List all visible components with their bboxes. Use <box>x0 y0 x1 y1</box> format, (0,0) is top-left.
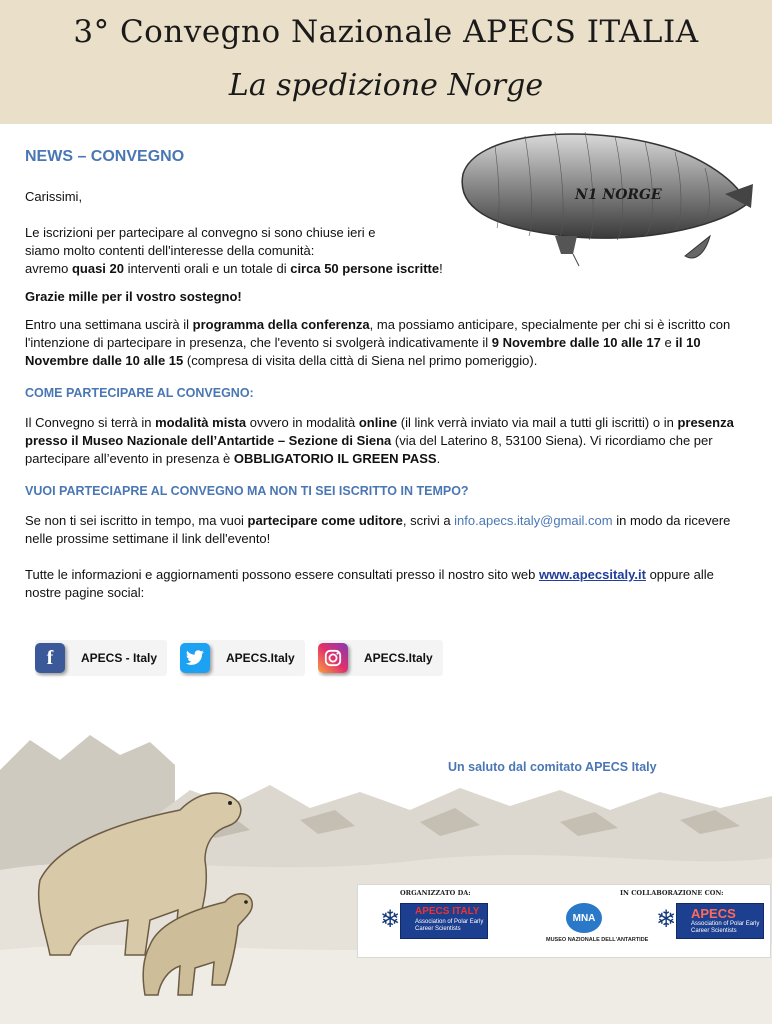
apecs-logo-subtext: Association of Polar Early Career Scientists <box>691 921 760 934</box>
date-day-1: 9 Novembre dalle 10 alle 17 <box>491 335 661 350</box>
mna-name: MUSEO NAZIONALE DELL'ANTARTIDE <box>546 937 649 943</box>
text-span: . <box>436 451 441 466</box>
contact-email-link[interactable]: info.apecs.italy@gmail.com <box>454 513 613 528</box>
how-to-participate-heading: COME PARTECIPARE AL CONVEGNO: <box>25 386 254 400</box>
text-span: interventi orali e un totale di <box>124 261 291 276</box>
apecs-italy-logo-text: APECS ITALY <box>415 906 480 917</box>
text-span: ! <box>439 261 443 276</box>
registration-line-2: siamo molto contenti dell'interesse della comunità: <box>25 243 315 258</box>
participation-paragraph <box>25 414 745 468</box>
website-link[interactable]: www.apecsitaly.it <box>539 567 646 582</box>
text-span: (compresa di visita della città di Siena nel primo pomeriggio). <box>183 353 538 368</box>
airship-lettering: N1 NORGE <box>575 187 662 203</box>
text-span: , scrivi a <box>402 513 455 528</box>
twitter-icon <box>180 643 210 673</box>
text-span: ovvero in modalità <box>246 415 359 430</box>
text-span: (via del Laterino 8, 53100 Siena). Vi ricordiamo che per partecipare all’evento in presenza è <box>25 433 713 466</box>
talks-count: quasi 20 <box>71 261 124 276</box>
apecs-italy-logo-subtext: Association of Polar Early Career Scientists <box>415 919 484 932</box>
text-span: Tutte le informazioni e aggiornamenti possono essere consultati presso il nostro sito web <box>25 567 540 582</box>
green-pass-highlight: OBBLIGATORIO IL GREEN PASS <box>233 451 437 466</box>
text-span: e <box>660 335 676 350</box>
instagram-icon <box>318 643 348 673</box>
text-span: Il Convegno si terrà in <box>25 415 156 430</box>
registration-paragraph <box>25 224 745 278</box>
text-span: (il link verrà inviato via mail a tutti gli iscritti) o in <box>397 415 678 430</box>
mode-highlight: modalità mista <box>155 415 247 430</box>
text-span: in modo da ricevere nelle prossime settimane il link dell'evento! <box>25 513 731 546</box>
instagram-badge[interactable] <box>318 640 443 676</box>
apecs-logo <box>676 903 764 939</box>
venue-highlight: presenza presso il Museo Nazionale dell’Antartide – Sezione di Siena <box>25 415 734 448</box>
snowflake-icon: ❄ <box>380 906 401 933</box>
page-subtitle: La spedizione Norge <box>228 68 544 103</box>
main-content <box>25 148 745 612</box>
text-span: avremo <box>25 261 72 276</box>
twitter-label: APECS.Italy <box>226 651 295 665</box>
text-span: Se non ti sei iscritto in tempo, ma vuoi <box>25 513 248 528</box>
facebook-label: APECS - Italy <box>81 651 158 665</box>
page-title: 3° Convegno Nazionale APECS ITALIA <box>73 14 699 50</box>
registration-line-1: Le iscrizioni per partecipare al convegno si sono chiuse ieri e <box>25 225 376 240</box>
facebook-icon: f <box>35 643 65 673</box>
attendees-count: circa 50 persone iscritte <box>290 261 440 276</box>
date-day-2: il 10 Novembre dalle 10 alle 15 <box>25 335 701 368</box>
apecs-italy-logo <box>400 903 488 939</box>
sponsors-box <box>357 884 771 958</box>
auditor-paragraph <box>25 512 745 548</box>
collaboration-label: IN COLLABORAZIONE CON: <box>620 889 724 897</box>
twitter-badge[interactable] <box>180 640 305 676</box>
instagram-label: APECS.Italy <box>364 651 433 665</box>
snowflake-icon: ❄ <box>656 906 677 933</box>
thanks-text: Grazie mille per il vostro sostegno! <box>25 289 242 304</box>
greeting: Carissimi, <box>25 189 83 204</box>
apecs-logo-text: APECS <box>691 906 736 921</box>
program-paragraph <box>25 316 745 370</box>
mna-logo <box>566 903 602 933</box>
thanks-line <box>25 288 745 306</box>
text-span: , ma possiamo anticipare, specialmente per chi si è iscritto con l'intenzione di partecipare in presenza, che l'evento si svolgerà indicativamente il <box>25 317 731 350</box>
auditor-highlight: partecipare come uditore <box>247 513 403 528</box>
info-paragraph <box>25 566 745 602</box>
closing-greeting: Un saluto dal comitato APECS Italy <box>448 760 657 774</box>
text-span: Entro una settimana uscirà il <box>25 317 193 332</box>
mna-logo-text: MNA <box>572 912 596 924</box>
late-registration-heading: VUOI PARTECIAPRE AL CONVEGNO MA NON TI SEI ISCRITTO IN TEMPO? <box>25 484 469 498</box>
polar-bear-illustration <box>0 730 772 1024</box>
header-banner <box>0 0 772 124</box>
program-highlight: programma della conferenza <box>192 317 370 332</box>
facebook-badge[interactable] <box>35 640 167 676</box>
online-highlight: online <box>358 415 398 430</box>
organized-by-label: ORGANIZZATO DA: <box>400 889 471 897</box>
news-heading: NEWS – CONVEGNO <box>25 148 185 165</box>
text-span: oppure alle nostre pagine social: <box>25 567 714 600</box>
